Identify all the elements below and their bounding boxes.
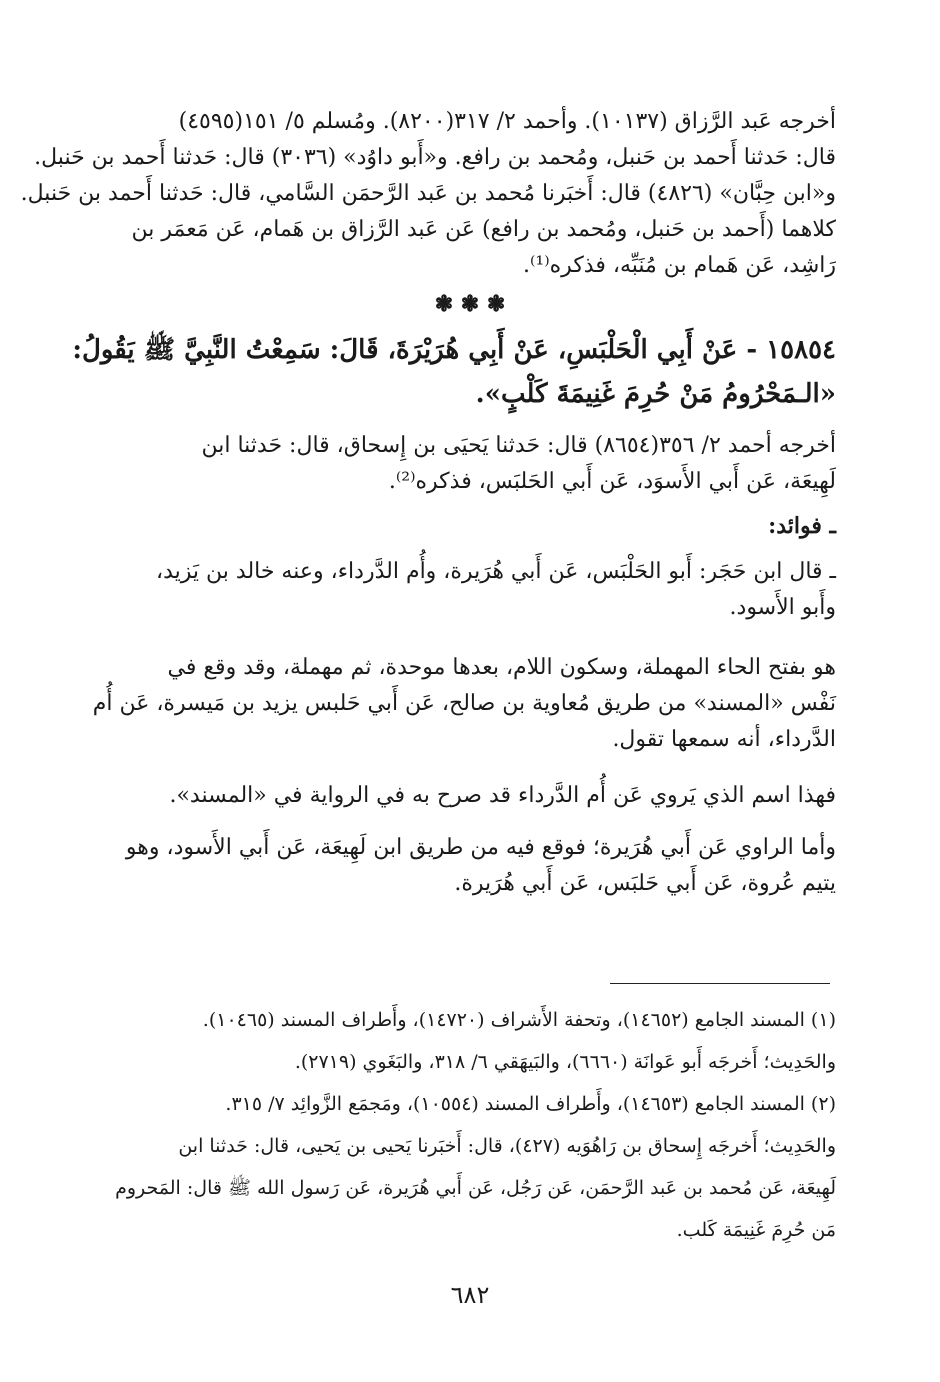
fawaid-line: وأَبو الأَسود. xyxy=(729,595,836,620)
footnote-separator xyxy=(610,983,830,984)
fawaid-line: ـ قال ابن حَجَر: أَبو الحَلْبَس، عَن أَبي هُرَيرة، وأُم الدَّرداء، وعنه خالد بن يَزيد، xyxy=(156,559,836,584)
page-number: ٦٨٢ xyxy=(450,1281,490,1309)
hadith-text-line: «الـمَحْرُومُ مَنْ حُرِمَ غَنِيمَةَ كَلْبٍ». xyxy=(475,379,836,409)
text-line: قال: حَدثنا أَحمد بن حَنبل، ومُحمد بن رافع. و«أَبو داوُد» (٣٠٣٦) قال: حَدثنا أَحمد بن حَنبل. xyxy=(34,145,836,170)
fawaid-line: هو بفتح الحاء المهملة، وسكون اللام، بعدها موحدة، ثم مهملة، وقد وقع في xyxy=(167,655,836,680)
text-line: رَاشِد، عَن هَمام بن مُنَبِّه، فذكره⁽¹⁾. xyxy=(523,253,836,278)
text-line: و«ابن حِبَّان» (٤٨٢٦) قال: أَخبَرنا مُحمد بن عَبد الرَّحمَن السَّامي، قال: حَدثنا أَحمد بن حَنبل. xyxy=(20,181,836,206)
text-line: أخرجه عَبد الرَّزاق (١٠١٣٧). وأحمد ٢/ ٣١٧(٨٢٠٠). ومُسلم ٥/ ١٥١(٤٥٩٥) xyxy=(178,109,836,134)
fawaid-line: نَفْس «المسند» من طريق مُعاوية بن صالح، عَن أَبي حَلبس يزيد بن مَيسرة، عَن أُم xyxy=(92,691,836,716)
footnote-line: لَهِيعَة، عَن مُحمد بن عَبد الرَّحمَن، عَن رَجُل، عَن أَبي هُرَيرة، عَن رَسول الله ﷺ قال: المَحروم xyxy=(115,1177,836,1199)
fawaid-line: يتيم عُروة، عَن أَبي حَلبَس، عَن أَبي هُرَيرة. xyxy=(454,871,836,896)
fawaid-line: الدَّرداء، أنه سمعها تقول. xyxy=(612,727,836,752)
hadith-text-line: ١٥٨٥٤ - عَنْ أَبِي الْحَلْبَسِ، عَنْ أَبِي هُرَيْرَةَ، قَالَ: سَمِعْتُ النَّبِيَّ ﷺ يَقُولُ: xyxy=(72,335,836,365)
footnote-line: والحَدِيث؛ أَخرجَه إِسحاق بن رَاهُوَيه (٤٢٧)، قال: أَخبَرنا يَحيى بن يَحيى، قال: حَدثنا ابن xyxy=(178,1135,836,1157)
footnote-line: مَن حُرِمَ غَنِيمَة كَلب. xyxy=(676,1219,836,1241)
footnote-line: (٢) المسند الجامع (١٤٦٥٣)، وأَطراف المسند (١٠٥٥٤)، ومَجمَع الزَّوائِد ٧/ ٣١٥. xyxy=(225,1093,836,1115)
takhrij-line: لَهِيعَة، عَن أَبي الأَسوَد، عَن أَبي الحَلبَس، فذكره⁽²⁾. xyxy=(388,469,836,494)
fawaid-line: فهذا اسم الذي يَروي عَن أُم الدَّرداء قد صرح به في الرواية في «المسند». xyxy=(169,783,836,808)
footnote-line: والحَدِيث؛ أَخرجَه أَبو عَوانَة (٦٦٦٠)، والبَيهَقي ٦/ ٣١٨، والبَغَوي (٢٧١٩). xyxy=(294,1051,836,1073)
fawaid-heading: ـ فوائد: xyxy=(768,513,836,539)
takhrij-line: أخرجه أحمد ٢/ ٣٥٦(٨٦٥٤) قال: حَدثنا يَحيَى بن إِسحاق، قال: حَدثنا ابن xyxy=(201,433,836,458)
section-divider-stars: ❃ ❃ ❃ xyxy=(434,291,506,317)
text-line: كلاهما (أَحمد بن حَنبل، ومُحمد بن رافع) عَن عَبد الرَّزاق بن هَمام، عَن مَعمَر بن xyxy=(131,217,836,242)
fawaid-line: وأما الراوي عَن أَبي هُرَيرة؛ فوقع فيه من طريق ابن لَهِيعَة، عَن أَبي الأَسود، وهو xyxy=(125,835,836,860)
footnote-line: (١) المسند الجامع (١٤٦٥٢)، وتحفة الأَشراف (١٤٧٢٠)، وأَطراف المسند (١٠٤٦٥). xyxy=(202,1009,836,1031)
